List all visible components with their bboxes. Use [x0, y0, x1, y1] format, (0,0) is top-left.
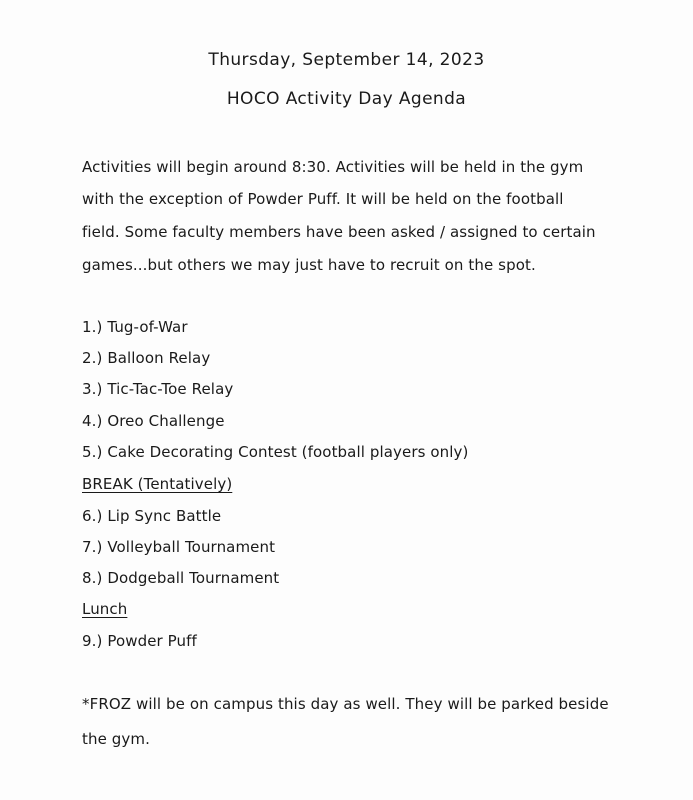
agenda-item: 5.) Cake Decorating Contest (football players only) [82, 443, 469, 461]
intro-line: Activities will begin around 8:30. Activities will be held in the gym [82, 158, 584, 176]
agenda-item: 9.) Powder Puff [82, 632, 197, 650]
note-line: the gym. [82, 730, 150, 748]
agenda-item: 7.) Volleyball Tournament [82, 538, 276, 556]
agenda-lunch-heading: Lunch [82, 600, 128, 618]
agenda-break-heading: BREAK (Tentatively) [82, 475, 233, 493]
agenda-item: 8.) Dodgeball Tournament [82, 569, 280, 587]
agenda-item: 6.) Lip Sync Battle [82, 507, 222, 525]
document-date: Thursday, September 14, 2023 [208, 50, 485, 70]
intro-line: games...but others we may just have to recruit on the spot. [82, 256, 536, 274]
agenda-item: 3.) Tic-Tac-Toe Relay [82, 380, 234, 398]
note-line: *FROZ will be on campus this day as well. They will be parked beside [82, 695, 609, 713]
intro-line: field. Some faculty members have been asked / assigned to certain [82, 223, 596, 241]
agenda-item: 2.) Balloon Relay [82, 349, 211, 367]
agenda-item: 1.) Tug-of-War [82, 318, 188, 336]
document-title: HOCO Activity Day Agenda [226, 89, 467, 109]
intro-line: with the exception of Powder Puff. It will be held on the football [82, 190, 564, 208]
agenda-item: 4.) Oreo Challenge [82, 412, 225, 430]
